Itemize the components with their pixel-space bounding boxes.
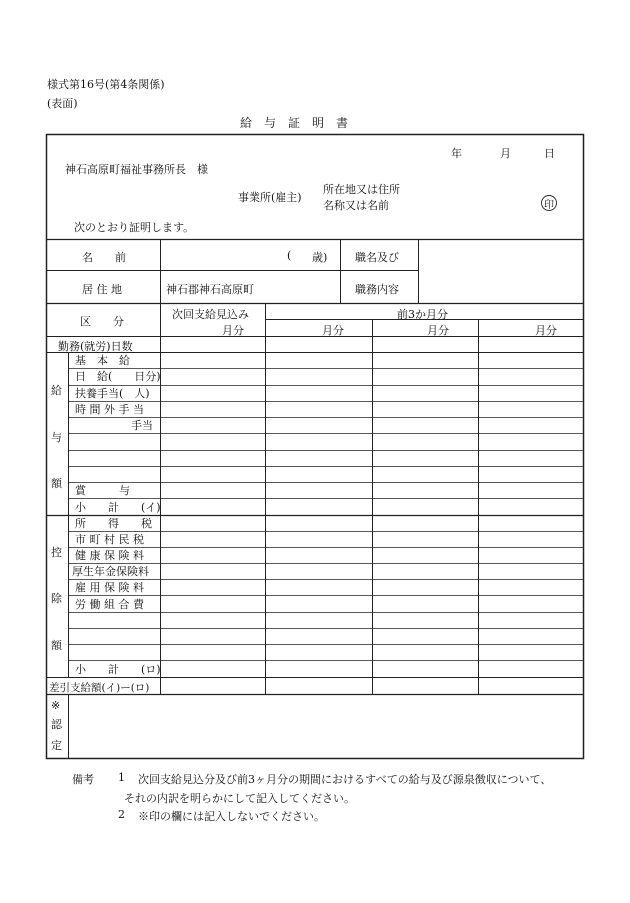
- age-unit-label: 歳): [312, 251, 328, 264]
- seal-mark: 印: [544, 200, 554, 211]
- deduction-row-health-insurance: 健 康 保 険 料: [75, 549, 144, 562]
- pay-row-subtotal: 小 計 (イ): [75, 501, 161, 514]
- pay-row-allowance: 手当: [131, 419, 153, 432]
- date-month-label: 月: [500, 147, 511, 160]
- applicant-name-label: 名 前: [82, 251, 126, 264]
- note-1-line-1: 次回支給見込分及び前3ヶ月分の期間におけるすべての給与及び源泉徴収について、: [138, 773, 552, 786]
- form-side-label: (表面): [47, 97, 78, 110]
- deduction-row-subtotal: 小 計 (ロ): [75, 663, 161, 676]
- pay-row-daily: 日 給( 日分): [75, 370, 161, 383]
- deduction-row-pension: 厚生年金保険料: [72, 565, 149, 578]
- next-pay-header: 次回支給見込み: [172, 308, 249, 321]
- deduction-group-char-1: 控: [51, 546, 62, 559]
- employer-name-label: 名称又は名前: [323, 199, 389, 212]
- net-pay-label: 差引支給額(イ)ー(ロ): [49, 682, 150, 694]
- note-1-number: 1: [118, 771, 125, 784]
- duties-label: 職務内容: [355, 283, 399, 296]
- deduction-row-employment-insurance: 雇 用 保 険 料: [75, 581, 144, 594]
- work-days-label: 勤務(就労)日数: [58, 340, 133, 353]
- deduction-row-resident-tax: 市 町 村 民 税: [75, 533, 144, 546]
- date-day-label: 日: [544, 147, 555, 160]
- employer-address-label: 所在地又は住所: [323, 183, 400, 196]
- notes-label: 備考: [72, 773, 94, 786]
- pay-row-overtime: 時 間 外 手 当: [75, 403, 144, 416]
- next-pay-month: 月分: [222, 324, 244, 337]
- note-2-number: 2: [118, 808, 125, 821]
- deduction-group-char-3: 額: [51, 639, 62, 652]
- cert-char-1: 認: [51, 718, 62, 731]
- cert-char-2: 定: [51, 739, 62, 752]
- addressee: 神石高原町福祉事務所長 様: [65, 163, 208, 176]
- note-1-line-2: それの内訳を明らかにして記入してください。: [124, 792, 355, 805]
- month-col-2: 月分: [427, 324, 449, 337]
- month-col-1: 月分: [322, 324, 344, 337]
- category-header: 区 分: [80, 315, 124, 328]
- residence-value: 神石郡神石高原町: [166, 283, 254, 296]
- age-open-paren: (: [287, 249, 292, 262]
- prev-three-months-header: 前3か月分: [397, 308, 448, 321]
- date-year-label: 年: [451, 147, 462, 160]
- position-label: 職名及び: [355, 251, 399, 264]
- employer-label: 事業所(雇主): [238, 191, 302, 204]
- pay-group-char-1: 給: [51, 384, 62, 397]
- pay-group-char-3: 額: [51, 477, 62, 490]
- month-col-3: 月分: [535, 324, 557, 337]
- pay-row-basic: 基 本 給: [75, 354, 130, 367]
- deduction-group-char-2: 除: [51, 592, 62, 605]
- pay-group-char-2: 与: [51, 431, 62, 444]
- residence-label: 居 住 地: [82, 283, 122, 296]
- pay-row-bonus: 賞 与: [75, 484, 130, 497]
- note-2-text: ※印の欄には記入しないでください。: [138, 810, 325, 823]
- certification-statement: 次のとおり証明します。: [74, 221, 195, 234]
- deduction-row-union-fee: 労 働 組 合 費: [75, 598, 144, 611]
- document-title: 給 与 証 明 書: [240, 116, 349, 130]
- form-number: 様式第16号(第4条関係): [47, 78, 165, 91]
- pay-row-dependents: 扶養手当( 人): [75, 387, 150, 400]
- cert-char-mark: ※: [51, 699, 61, 712]
- deduction-row-income-tax: 所 得 税: [75, 517, 152, 530]
